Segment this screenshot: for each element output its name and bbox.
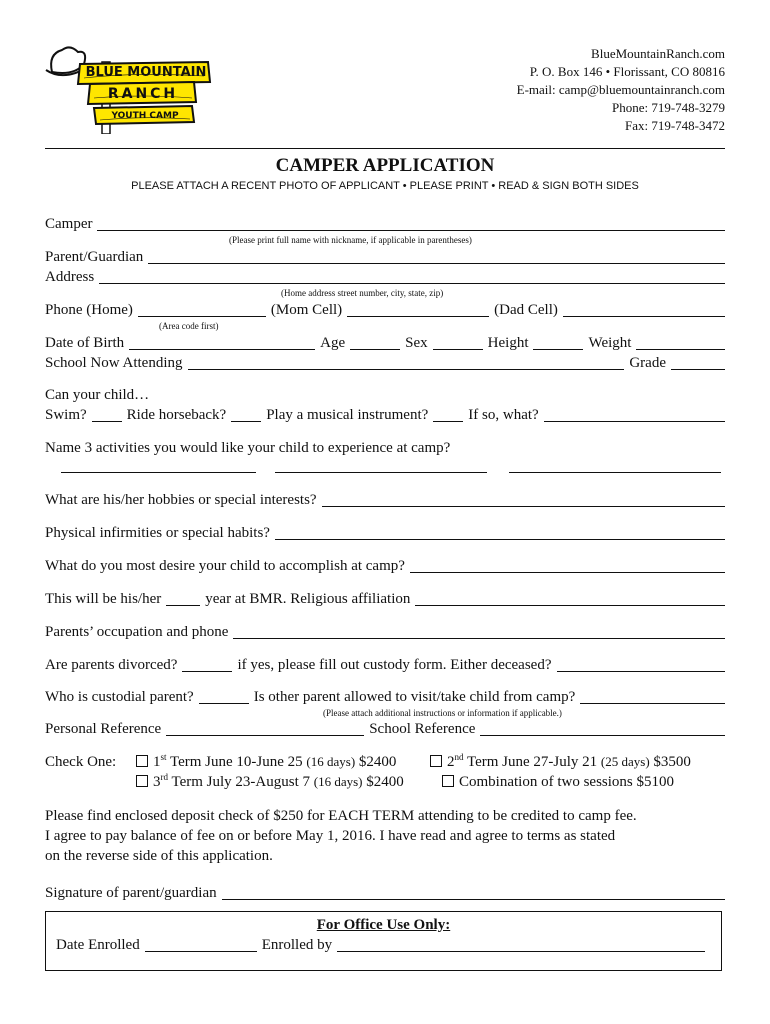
term-1-text: Term June 10-June 25 xyxy=(166,754,307,770)
horse-label: Ride horseback? xyxy=(126,407,227,423)
parent-label: Parent/Guardian xyxy=(45,249,144,265)
divorced-field[interactable] xyxy=(182,657,232,672)
check-one-label: Check One: xyxy=(45,754,117,770)
logo-line2: RANCH xyxy=(107,86,179,102)
dob-row xyxy=(45,334,725,352)
religion-label: year at BMR. Religious affiliation xyxy=(205,591,411,607)
activity-2-field[interactable] xyxy=(275,472,487,473)
term-2-option[interactable] xyxy=(430,753,691,771)
divorced-label: Are parents divorced? xyxy=(45,657,178,673)
mom-cell-label: (Mom Cell) xyxy=(270,302,343,318)
occupation-label: Parents’ occupation and phone xyxy=(45,624,229,640)
activities-label: Name 3 activities you would like your child to experience at camp? xyxy=(45,440,451,456)
deposit-line-3: on the reverse side of this application. xyxy=(45,848,273,864)
infirmities-field[interactable] xyxy=(275,525,725,540)
parent-field[interactable] xyxy=(148,249,725,264)
term-3-days: (16 days) xyxy=(313,774,363,789)
camper-note: (Please print full name with nickname, if applicable in parentheses) xyxy=(229,235,472,245)
occupation-field[interactable] xyxy=(233,624,725,639)
personal-ref-label: Personal Reference xyxy=(45,721,162,737)
enrolled-by-field[interactable] xyxy=(337,937,705,952)
signature-field[interactable] xyxy=(222,885,725,900)
term-2-price: $3500 xyxy=(649,754,691,770)
phone-row xyxy=(45,301,725,319)
custodial-field[interactable] xyxy=(199,689,249,704)
activities-row xyxy=(45,439,725,457)
date-enrolled-label: Date Enrolled xyxy=(56,937,140,953)
office-use-row xyxy=(56,936,705,954)
term-2-checkbox[interactable] xyxy=(430,755,442,767)
instrument-what-label: If so, what? xyxy=(468,407,539,423)
dad-cell-field[interactable] xyxy=(563,302,725,317)
deposit-line-1: Please find enclosed deposit check of $250 for EACH TERM attending to be credited to camp fee. xyxy=(45,808,637,824)
attach-note: (Please attach additional instructions or information if applicable.) xyxy=(323,708,562,718)
instrument-label: Play a musical instrument? xyxy=(266,407,429,423)
term-3-price: $2400 xyxy=(362,774,404,790)
deposit-line-2: I agree to pay balance of fee on or before May 1, 2016. I have read and agree to terms as stated xyxy=(45,828,616,844)
phone-home-label: Phone (Home) xyxy=(45,302,133,318)
office-use-box xyxy=(45,911,722,971)
term-1-suffix: st xyxy=(160,752,167,762)
phone-home-field[interactable] xyxy=(138,302,266,317)
camper-field[interactable] xyxy=(97,216,725,231)
term-3-text: Term July 23-August 7 xyxy=(168,774,314,790)
accomplish-field[interactable] xyxy=(410,558,725,573)
term-1-option[interactable] xyxy=(136,753,396,771)
address-note: (Home address street number, city, state, zip) xyxy=(281,288,444,298)
school-row xyxy=(45,354,725,372)
camper-label: Camper xyxy=(45,216,93,232)
accomplish-label: What do you most desire your child to accomplish at camp? xyxy=(45,558,405,574)
term-3-suffix: rd xyxy=(160,772,168,782)
sex-field[interactable] xyxy=(433,335,483,350)
school-ref-field[interactable] xyxy=(480,721,725,736)
dob-label: Date of Birth xyxy=(45,335,125,351)
enrolled-by-label: Enrolled by xyxy=(261,937,333,953)
height-field[interactable] xyxy=(533,335,583,350)
weight-label: Weight xyxy=(588,335,632,351)
weight-field[interactable] xyxy=(636,335,725,350)
school-ref-label: School Reference xyxy=(369,721,476,737)
deceased-label: if yes, please fill out custody form. Either deceased? xyxy=(237,657,552,673)
term-2-days: (25 days) xyxy=(600,754,650,769)
school-field[interactable] xyxy=(188,355,625,370)
sex-label: Sex xyxy=(405,335,428,351)
deceased-field[interactable] xyxy=(557,657,726,672)
custodial-row xyxy=(45,688,725,706)
dob-field[interactable] xyxy=(129,335,315,350)
activity-3-field[interactable] xyxy=(509,472,721,473)
term-3-number: 3 xyxy=(153,774,161,790)
personal-ref-field[interactable] xyxy=(166,721,364,736)
term-2-text: Term June 27-July 21 xyxy=(463,754,601,770)
parent-row xyxy=(45,248,725,266)
camper-row xyxy=(45,215,725,233)
signature-row xyxy=(45,884,725,902)
visit-field[interactable] xyxy=(580,689,725,704)
hobbies-field[interactable] xyxy=(322,492,725,507)
combo-text: Combination of two sessions $5100 xyxy=(459,774,675,790)
term-1-checkbox[interactable] xyxy=(136,755,148,767)
can-child-label: Can your child… xyxy=(45,387,150,403)
instrument-what-field[interactable] xyxy=(544,407,725,422)
term-2-number: 2 xyxy=(447,754,455,770)
grade-field[interactable] xyxy=(671,355,725,370)
term-3-checkbox[interactable] xyxy=(136,775,148,787)
fax-text: Fax: 719-748-3472 xyxy=(624,118,725,133)
term-1-days: (16 days) xyxy=(306,754,356,769)
combo-checkbox[interactable] xyxy=(442,775,454,787)
instrument-field[interactable] xyxy=(433,407,463,422)
visit-label: Is other parent allowed to visit/take child from camp? xyxy=(253,689,576,705)
infirmities-label: Physical infirmities or special habits? xyxy=(45,525,270,541)
custodial-label: Who is custodial parent? xyxy=(45,689,194,705)
term-2-suffix: nd xyxy=(454,752,464,762)
can-child-row xyxy=(45,386,725,404)
address-label: Address xyxy=(45,269,95,285)
swim-field[interactable] xyxy=(92,407,122,422)
website-text: BlueMountainRanch.com xyxy=(591,46,725,61)
age-label: Age xyxy=(320,335,346,351)
page-subtitle: PLEASE ATTACH A RECENT PHOTO OF APPLICANT • PLEASE PRINT • READ & SIGN BOTH SIDES xyxy=(131,180,639,192)
logo-line1: BLUE MOUNTAIN xyxy=(85,65,207,80)
occupation-row xyxy=(45,623,725,641)
activity-1-field[interactable] xyxy=(61,472,256,473)
height-label: Height xyxy=(487,335,529,351)
signature-label: Signature of parent/guardian xyxy=(45,885,217,901)
hobbies-label: What are his/her hobbies or special interests? xyxy=(45,492,317,508)
year-row xyxy=(45,590,725,608)
combo-option[interactable] xyxy=(442,773,674,791)
address-field[interactable] xyxy=(99,269,725,284)
area-code-note: (Area code first) xyxy=(159,321,219,331)
grade-label: Grade xyxy=(629,355,666,371)
skills-row xyxy=(45,406,725,424)
phone-text: Phone: 719-748-3279 xyxy=(611,100,725,115)
divorced-row xyxy=(45,656,725,674)
email-text: E-mail: camp@bluemountainranch.com xyxy=(516,82,725,97)
infirmities-row xyxy=(45,524,725,542)
year-field[interactable] xyxy=(166,591,200,606)
logo-line3: YOUTH CAMP xyxy=(111,111,179,121)
term-3-option[interactable] xyxy=(136,773,404,791)
year-label: This will be his/her xyxy=(45,591,162,607)
religion-field[interactable] xyxy=(415,591,725,606)
hobbies-row xyxy=(45,491,725,509)
swim-label: Swim? xyxy=(45,407,87,423)
term-1-number: 1 xyxy=(153,754,161,770)
age-field[interactable] xyxy=(350,335,400,350)
address-text: P. O. Box 146 • Florissant, CO 80816 xyxy=(529,64,725,79)
date-enrolled-field[interactable] xyxy=(145,937,257,952)
school-label: School Now Attending xyxy=(45,355,183,371)
page-title: CAMPER APPLICATION xyxy=(275,155,495,176)
reference-row xyxy=(45,720,725,738)
horse-field[interactable] xyxy=(231,407,261,422)
term-1-price: $2400 xyxy=(355,754,397,770)
dad-cell-label: (Dad Cell) xyxy=(494,302,558,318)
accomplish-row xyxy=(45,557,725,575)
office-use-title: For Office Use Only: xyxy=(316,917,451,933)
address-row xyxy=(45,268,725,286)
header-divider xyxy=(45,148,725,149)
camp-logo xyxy=(44,42,212,134)
mom-cell-field[interactable] xyxy=(347,302,489,317)
